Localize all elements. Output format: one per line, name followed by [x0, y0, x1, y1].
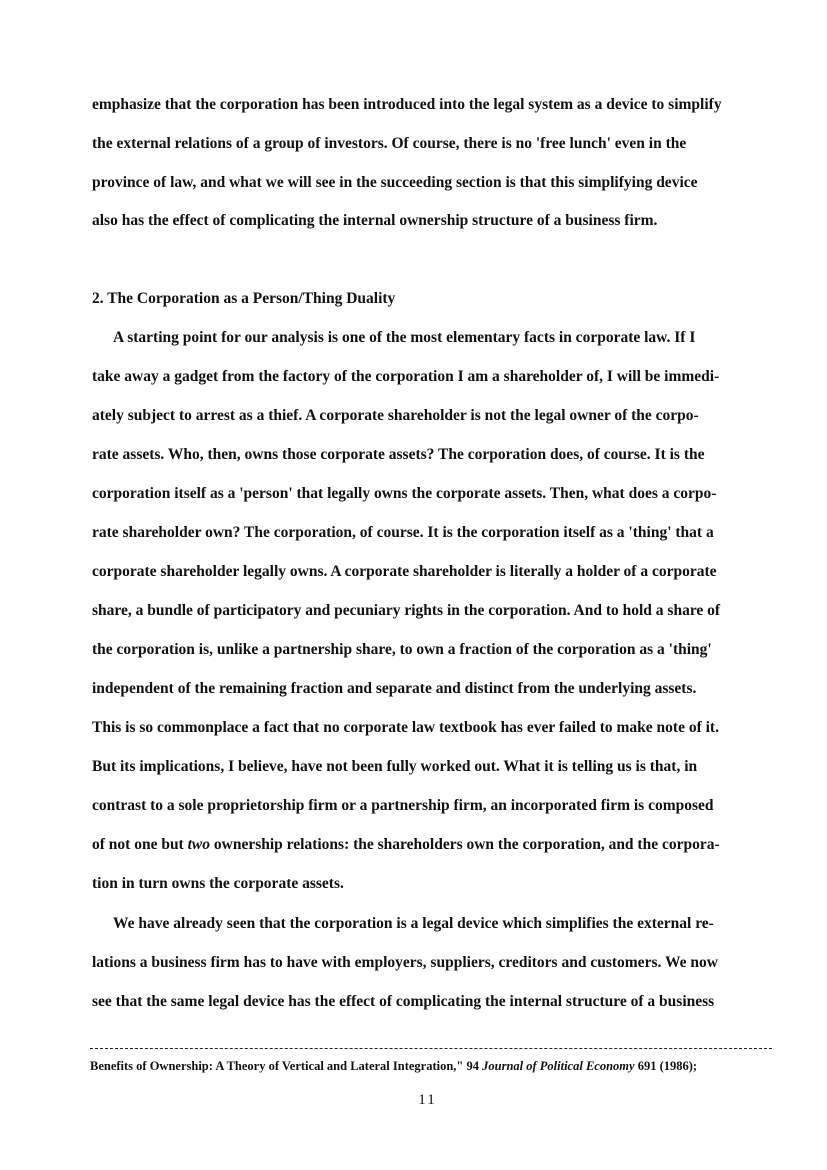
emphasis-text: two	[187, 836, 211, 853]
text-line: take away a gadget from the factory of the corporation I am a shareholder of, I will be immedi-	[92, 368, 720, 385]
text-segment: of not one but	[92, 836, 188, 853]
text-line: We have already seen that the corporation is a legal device which simplifies the external re-	[113, 915, 714, 932]
text-line: rate shareholder own? The corporation, of course. It is the corporation itself as a 'thing' that a	[92, 524, 714, 541]
text-line: tion in turn owns the corporate assets.	[92, 875, 344, 892]
text-segment: ownership relations: the shareholders own the corporation, and the corpora-	[210, 836, 720, 853]
text-line: emphasize that the corporation has been introduced into the legal system as a device to simplify	[92, 96, 722, 113]
text-line: also has the effect of complicating the internal ownership structure of a business firm.	[92, 212, 658, 229]
text-line: see that the same legal device has the effect of complicating the internal structure of a business	[92, 993, 715, 1010]
footnote-text	[90, 1058, 697, 1074]
text-line	[92, 835, 720, 855]
text-line: This is so commonplace a fact that no corporate law textbook has ever failed to make note of it.	[92, 719, 719, 736]
journal-title: Journal of Political Economy	[482, 1059, 635, 1073]
text-line: But its implications, I believe, have not been fully worked out. What it is telling us is that, in	[92, 758, 698, 775]
text-line: the corporation is, unlike a partnership share, to own a fraction of the corporation as a 'thing'	[92, 641, 712, 658]
text-line: the external relations of a group of investors. Of course, there is no 'free lunch' even in the	[92, 135, 687, 152]
footnote-segment: 691 (1986);	[634, 1059, 698, 1073]
text-line: corporation itself as a 'person' that legally owns the corporate assets. Then, what does a corpo-	[92, 485, 717, 502]
text-line: rate assets. Who, then, owns those corporate assets? The corporation does, of course. It is the	[92, 446, 705, 463]
text-line: ately subject to arrest as a thief. A corporate shareholder is not the legal owner of the corpo-	[92, 407, 699, 424]
text-line: contrast to a sole proprietorship firm or a partnership firm, an incorporated firm is composed	[92, 797, 714, 814]
footnote-divider	[90, 1048, 772, 1049]
text-line: lations a business firm has to have with employers, suppliers, creditors and customers. We now	[92, 954, 718, 971]
section-heading: 2. The Corporation as a Person/Thing Duality	[92, 290, 396, 307]
page-number: 11	[418, 1092, 437, 1108]
text-line: corporate shareholder legally owns. A corporate shareholder is literally a holder of a corporate	[92, 563, 717, 580]
text-line: independent of the remaining fraction and separate and distinct from the underlying assets.	[92, 680, 697, 697]
text-line: province of law, and what we will see in the succeeding section is that this simplifying device	[92, 174, 698, 191]
text-line: share, a bundle of participatory and pecuniary rights in the corporation. And to hold a share of	[92, 602, 721, 619]
text-line: A starting point for our analysis is one of the most elementary facts in corporate law. If I	[113, 329, 696, 346]
footnote-segment: Benefits of Ownership: A Theory of Vertical and Lateral Integration," 94	[90, 1059, 483, 1073]
